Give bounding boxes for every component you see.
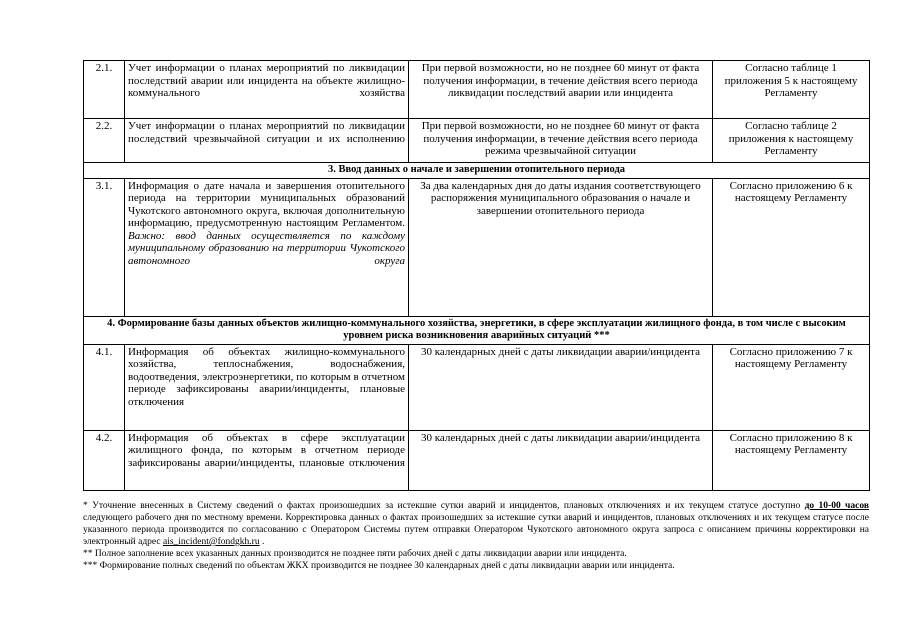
row-basis: Согласно таблице 1 приложения 5 к настоящему Регламенту (713, 61, 870, 119)
row-basis: Согласно приложению 8 к настоящему Регламенту (713, 430, 870, 490)
row-deadline: При первой возможности, но не позднее 60 минут от факта получения информации, в течение действия всего периода режима чрезвычайной ситуации (409, 119, 713, 163)
row-note: Важно: ввод данных осуществляется по каждому муниципальному образованию на территории Чукотского автономного округа (128, 229, 405, 267)
table-row (84, 178, 870, 316)
row-deadline: За два календарных дня до даты издания соответствующего распоряжения муниципального образования о начале и завершении отопительного периода (409, 178, 713, 316)
row-deadline: 30 календарных дней с даты ликвидации аварии/инцидента (409, 430, 713, 490)
row-number: 4.2. (84, 430, 125, 490)
section-header (84, 163, 870, 179)
row-basis: Согласно приложению 7 к настоящему Регламенту (713, 344, 870, 430)
footnote-3: *** Формирование полных сведений по объектам ЖКХ производится не позднее 30 календарных дней с даты ликвидации аварии или инцидента. (83, 561, 675, 571)
table-row (84, 344, 870, 430)
table-row (84, 430, 870, 490)
row-description: Информация об объектах жилищно-коммунального хозяйства, теплоснабжения, водоснабжения, водоотведения, электроэнергетики, по которым в отчетном периоде зафиксированы аварии/инциденты, плановые отключения (125, 344, 409, 430)
email-link[interactable]: ais_incident@fondgkh.ru (162, 537, 260, 547)
row-deadline: При первой возможности, но не позднее 60 минут от факта получения информации, в течение действия всего периода ликвидации последствий аварии или инцидента (409, 61, 713, 119)
section-3-title: 3. Ввод данных о начале и завершении отопительного периода (84, 163, 870, 179)
row-description: Информация о дате начала и завершения отопительного периода на территории муниципальных образований Чукотского автономного округа, включая дополнительную информацию, предусмотренную настоящим Регламентом. Важно: ввод данных осуществляется по каждому муниципальному образованию на территории Чукотского автономного округа (125, 178, 409, 316)
row-basis: Согласно таблице 2 приложения к настоящему Регламенту (713, 119, 870, 163)
footnote-1: * Уточнение внесенных в Систему сведений о фактах произошедших за истекшие сутки аварий и инцидентов, плановых отключениях и их текущем статусе доступно до 10-00 часов следующего рабочего дня по местному времени. Корректировка данных о фактах произошедших за истекшие сутки аварий и инцидентов, плановых отключениях и их текущем статусе после указанного периода производится по согласованию с Оператором Системы путем отправки Оператором Чукотского автономного округа запроса с описанием причины корректировки на электронный адрес ais_incident@fondgkh.ru . (83, 501, 870, 547)
row-number: 4.1. (84, 344, 125, 430)
row-deadline: 30 календарных дней с даты ликвидации аварии/инцидента (409, 344, 713, 430)
row-number: 3.1. (84, 178, 125, 316)
deadline-highlight: до 10-00 часов (804, 501, 870, 511)
row-basis: Согласно приложению 6 к настоящему Регламенту (713, 178, 870, 316)
row-description: Учет информации о планах мероприятий по ликвидации последствий чрезвычайной ситуации и их исполнению (125, 119, 409, 163)
footnote-2: ** Полное заполнение всех указанных данных производится не позднее пяти рабочих дней с даты ликвидации аварии или инцидента. (83, 549, 627, 559)
row-description: Информация об объектах в сфере эксплуатации жилищного фонда, по которым в отчетном периоде зафиксированы аварии/инциденты, плановые отключения (125, 430, 409, 490)
section-header (84, 316, 870, 344)
table-row (84, 119, 870, 163)
section-4-title: 4. Формирование базы данных объектов жилищно-коммунального хозяйства, энергетики, в сфере эксплуатации жилищного фонда, в том числе с высоким уровнем риска возникновения аварийных ситуаций *** (84, 316, 870, 344)
row-description: Учет информации о планах мероприятий по ликвидации последствий аварии или инцидента на объекте жилищно-коммунального хозяйства (125, 61, 409, 119)
row-number: 2.2. (84, 119, 125, 163)
regulation-table (83, 60, 870, 491)
table-row (84, 61, 870, 119)
footnotes (83, 500, 869, 572)
row-number: 2.1. (84, 61, 125, 119)
